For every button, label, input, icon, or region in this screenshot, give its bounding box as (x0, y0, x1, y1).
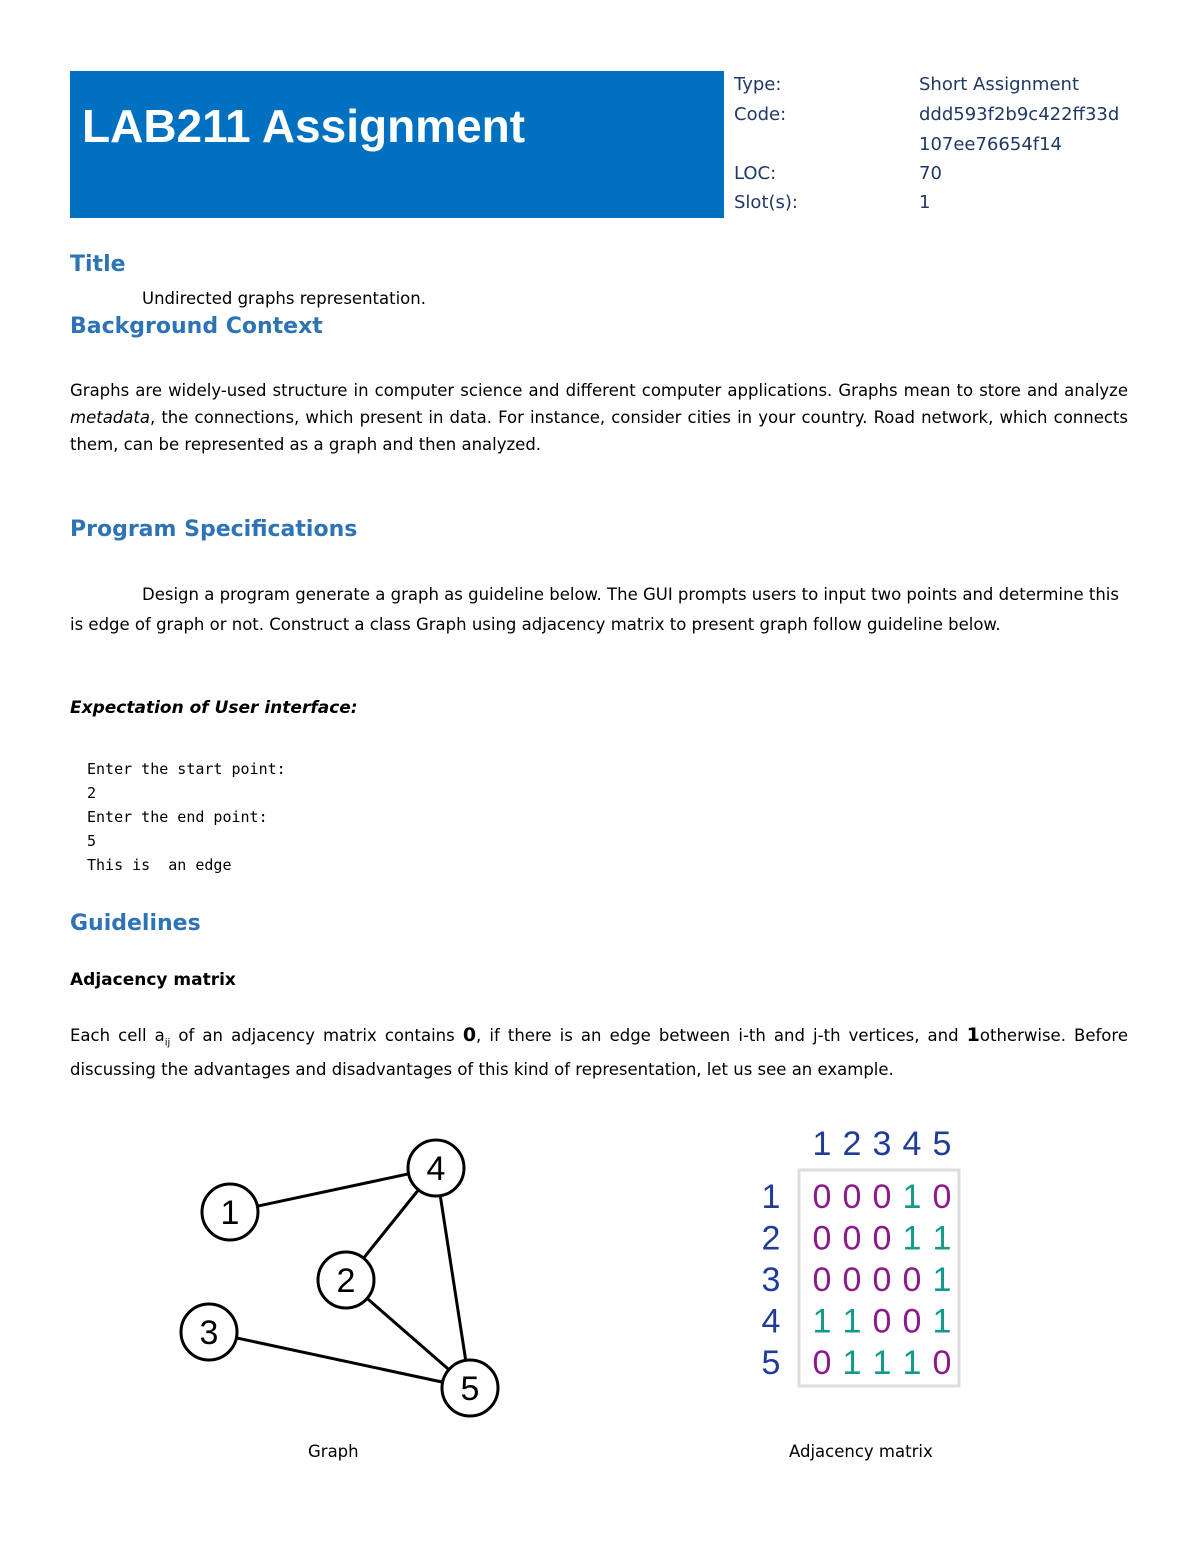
background-text-2: , the connections, which present in data. For instance, consider cities in your country. Road network, which connects them, can be represented as a graph and then analyzed. (70, 408, 1128, 454)
matrix-cell: 0 (902, 1302, 922, 1341)
matrix-cell: 1 (842, 1344, 862, 1382)
meta-code-value-cont: 107ee76654f14 (919, 134, 1063, 155)
matrix-row-header: 3 (761, 1261, 781, 1299)
console-line: Enter the start point: (87, 760, 286, 778)
matrix-cell: 0 (842, 1261, 862, 1299)
meta-loc-value: 70 (919, 163, 942, 184)
console-output (87, 757, 286, 877)
matrix-cell: 0 (842, 1178, 862, 1216)
graph-caption: Graph (308, 1442, 359, 1461)
ui-expectation-label: Expectation of User interface: (70, 698, 358, 718)
background-text-1: Graphs are widely-used structure in computer science and different computer applications. Graphs mean to store and analyze (70, 381, 1128, 400)
adjacency-text: Each cell a (70, 1026, 165, 1045)
adjacency-paragraph (70, 1022, 1128, 1083)
matrix-cell: 1 (932, 1219, 952, 1258)
console-line: This is an edge (87, 856, 232, 874)
background-heading: Background Context (70, 314, 323, 339)
spec-heading: Program Specifications (70, 517, 358, 542)
matrix-row-header: 4 (761, 1302, 781, 1341)
matrix-col-header: 3 (872, 1125, 892, 1163)
matrix-cell: 0 (872, 1302, 892, 1341)
matrix-row-header: 5 (761, 1344, 781, 1382)
matrix-cell: 1 (902, 1344, 922, 1382)
spec-paragraph: Design a program generate a graph as guideline below. The GUI prompts users to input two points and determine this is edge of graph or not. Construct a class Graph using adjacency matrix to present graph follow guideline below. (70, 585, 1119, 634)
meta-slots-value: 1 (919, 192, 931, 213)
meta-code-label: Code: (734, 104, 787, 125)
console-line: Enter the end point: (87, 808, 268, 826)
title-heading: Title (70, 252, 126, 277)
guidelines-heading: Guidelines (70, 911, 201, 936)
matrix-cell: 0 (812, 1178, 832, 1216)
adjacency-subscript: ij (164, 1037, 171, 1049)
meta-code-value: ddd593f2b9c422ff33d (919, 104, 1120, 125)
adjacency-one: 1 (966, 1024, 980, 1046)
matrix-col-header: 2 (842, 1125, 862, 1163)
graph-edge-3-5 (209, 1332, 470, 1388)
matrix-cell: 0 (812, 1344, 832, 1382)
graph-node-label: 2 (336, 1262, 356, 1300)
matrix-cell: 1 (872, 1344, 892, 1382)
matrix-cell: 1 (932, 1261, 952, 1299)
adjacency-subheading: Adjacency matrix (70, 970, 236, 990)
graph-node-label: 3 (199, 1314, 219, 1352)
matrix-cell: 0 (872, 1261, 892, 1299)
graph-node-label: 1 (220, 1194, 240, 1232)
document-title: LAB211 Assignment (82, 100, 526, 152)
matrix-cell: 0 (872, 1178, 892, 1216)
matrix-col-header: 1 (812, 1125, 832, 1163)
matrix-cell: 1 (902, 1219, 922, 1258)
matrix-cell: 1 (932, 1302, 952, 1341)
matrix-cell: 0 (932, 1344, 952, 1382)
adjacency-zero: 0 (462, 1024, 477, 1046)
meta-loc-label: LOC: (734, 163, 777, 184)
matrix-cell: 0 (872, 1219, 892, 1258)
matrix-cell: 0 (842, 1219, 862, 1258)
matrix-cell: 1 (842, 1302, 862, 1341)
matrix-cell: 0 (812, 1219, 832, 1258)
matrix-row-header: 2 (761, 1219, 781, 1258)
matrix-cell: 1 (902, 1178, 922, 1216)
graph-figure (170, 1125, 510, 1425)
console-line: 5 (87, 832, 97, 850)
meta-type-label: Type: (734, 74, 782, 95)
meta-slots-label: Slot(s): (734, 192, 798, 213)
background-text-em: metadata (70, 408, 150, 427)
matrix-row-header: 1 (761, 1178, 781, 1216)
meta-type-value: Short Assignment (919, 74, 1080, 95)
graph-node-label: 5 (460, 1370, 480, 1408)
adjacency-text: , if there is an edge between i-th and j-th vertices, and (476, 1026, 967, 1045)
matrix-cell: 0 (932, 1178, 952, 1216)
matrix-caption: Adjacency matrix (789, 1442, 933, 1461)
matrix-col-header: 4 (902, 1125, 922, 1163)
console-line: 2 (87, 784, 97, 802)
title-banner (70, 71, 724, 218)
graph-edge-4-5 (436, 1168, 470, 1388)
graph-node-label: 4 (426, 1150, 446, 1188)
adjacency-text: otherwise. Before discussing the advantages and disadvantages of this kind of representation, let us see an example. (70, 1026, 1128, 1080)
matrix-cell: 0 (902, 1261, 922, 1299)
matrix-cell: 0 (812, 1261, 832, 1299)
adjacency-matrix-figure (750, 1120, 970, 1395)
matrix-cell: 1 (812, 1302, 832, 1341)
matrix-col-header: 5 (932, 1125, 952, 1163)
background-paragraph (70, 377, 1128, 458)
title-text: Undirected graphs representation. (142, 289, 426, 308)
adjacency-text: of an adjacency matrix contains (170, 1026, 463, 1045)
